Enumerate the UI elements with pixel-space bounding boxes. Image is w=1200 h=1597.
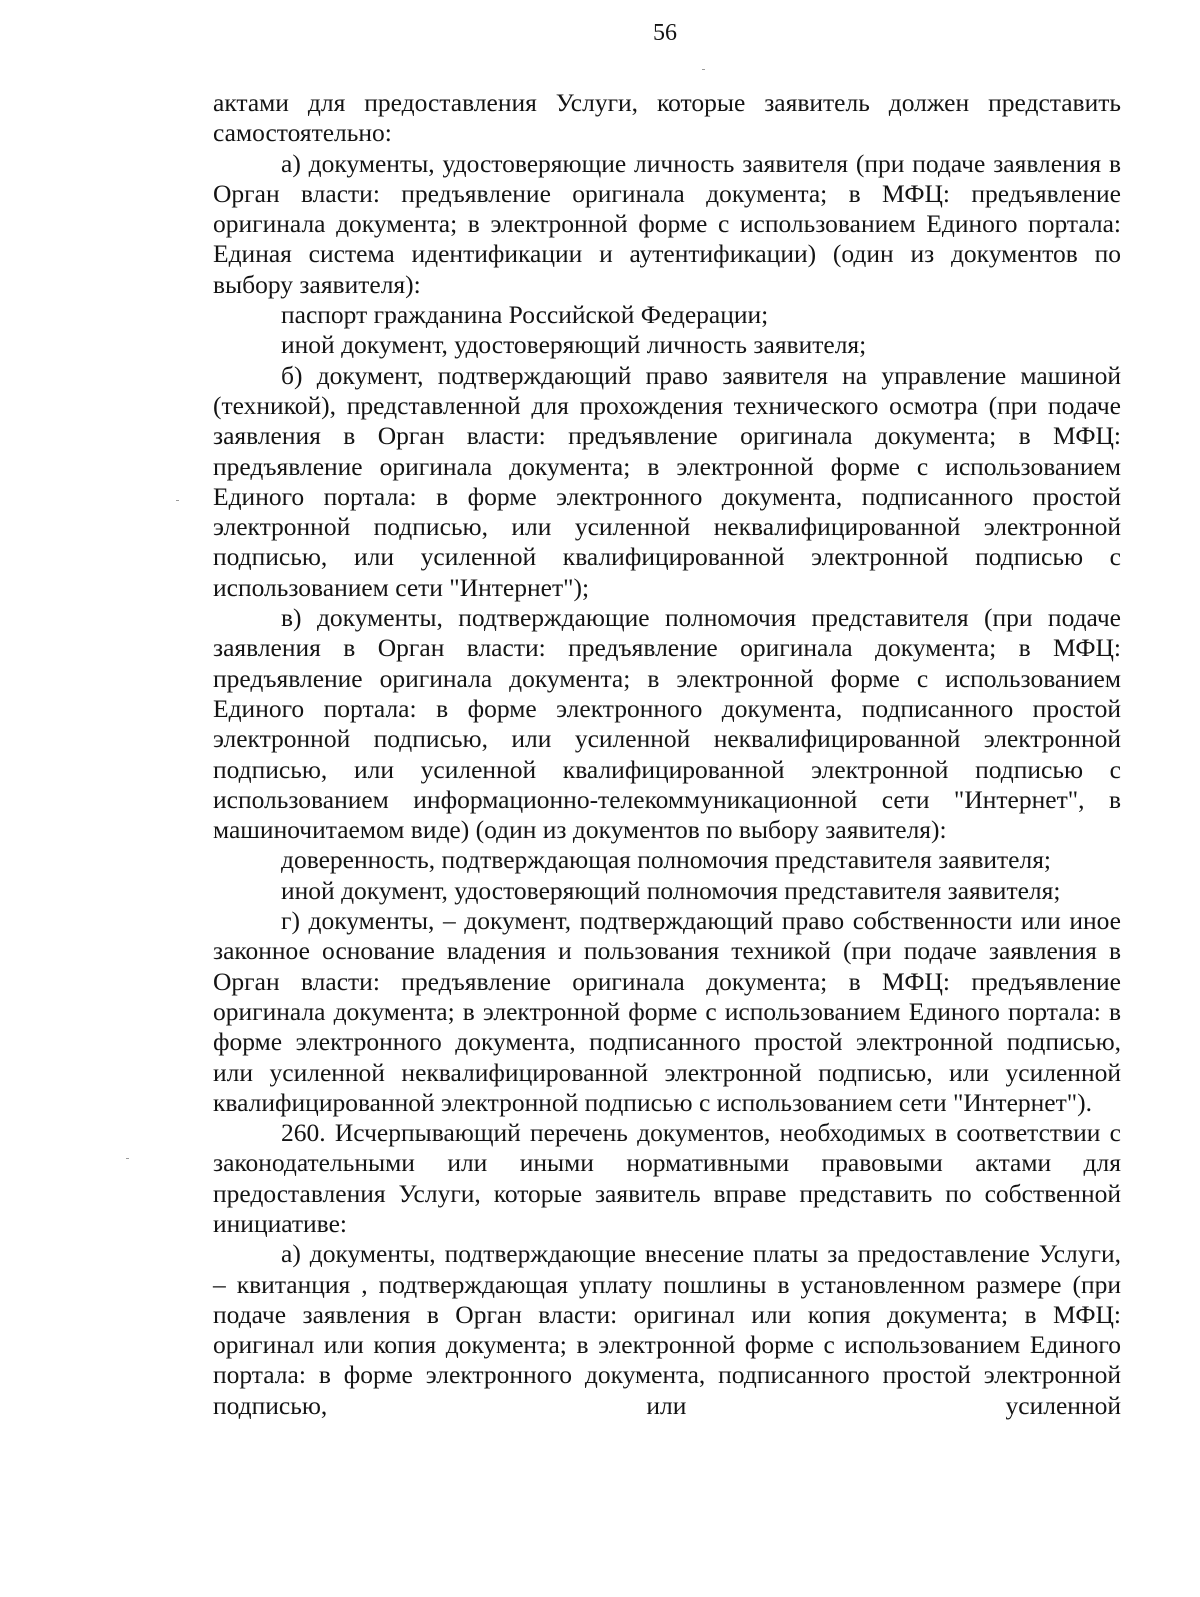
paragraph-260-optional-documents: 260. Исчерпывающий перечень документов, необходимых в соответствии с законодательными или иными нормативными правовыми актами для предоставления Услуги, которые заявитель вправе представить по собственной инициативе: <box>213 1118 1121 1238</box>
paragraph-item-g-ownership: г) документы, – документ, подтверждающий право собственности или иное законное основание владения и пользования техникой (при подаче заявления в Орган власти: предъявление оригинала документа; в МФЦ: предъявление оригинала документа; в электронной форме с использованием Единого портала: в форме электронного документа, подписанного простой электронной подписью, или усиленной неквалифицированной электронной подписью, или усиленной квалифицированной электронной подписью с использованием сети "Интернет"). <box>213 906 1121 1117</box>
scan-speck <box>126 1158 129 1159</box>
paragraph-power-of-attorney: доверенность, подтверждающая полномочия представителя заявителя; <box>281 845 1052 875</box>
document-body <box>213 88 1121 1421</box>
paragraph-continuation: актами для предоставления Услуги, которые заявитель должен представить самостоятельно: <box>213 88 1121 148</box>
scan-speck <box>176 500 179 501</box>
scan-speck <box>702 69 705 70</box>
paragraph-other-authority-document: иной документ, удостоверяющий полномочия представителя заявителя; <box>281 875 1061 905</box>
paragraph-item-b-driving-right: б) документ, подтверждающий право заявителя на управление машиной (техникой), представленной для прохождения технического осмотра (при подаче заявления в Орган власти: предъявление оригинала документа; в МФЦ: предъявление оригинала документа; в электронной форме с использованием Единого портала: в форме электронного документа, подписанного простой электронной подписью, или усиленной неквалифицированной электронной подписью, или усиленной квалифицированной электронной подписью с использованием сети "Интернет"); <box>213 360 1121 602</box>
paragraph-item-a-payment: а) документы, подтверждающие внесение платы за предоставление Услуги, – квитанция , подтверждающая уплату пошлины в установленном размере (при подаче заявления в Орган власти: оригинал или копия документа; в МФЦ: оригинал или копия документа; в электронной форме с использованием Единого портала: в форме электронного документа, подписанного простой электронной подписью, или усиленной <box>213 1239 1121 1420</box>
paragraph-item-v-representative-authority: в) документы, подтверждающие полномочия представителя (при подаче заявления в Орган власти: предъявление оригинала документа; в МФЦ: предъявление оригинала документа; в электронной форме с использованием Единого портала: в форме электронного документа, подписанного простой электронной подписью, или усиленной неквалифицированной электронной подписью, или усиленной квалифицированной электронной подписью с использованием информационно-телекоммуникационной сети "Интернет", в машиночитаемом виде) (один из документов по выбору заявителя): <box>213 603 1121 845</box>
paragraph-other-identity-document: иной документ, удостоверяющий личность заявителя; <box>281 330 867 360</box>
page-number: 56 <box>653 20 677 46</box>
paragraph-item-a-identity-documents: а) документы, удостоверяющие личность заявителя (при подаче заявления в Орган власти: предъявление оригинала документа; в МФЦ: предъявление оригинала документа; в электронной форме с использованием Единого портала: Единая система идентификации и аутентификации) (один из документов по выбору заявителя): <box>213 148 1121 299</box>
paragraph-passport: паспорт гражданина Российской Федерации; <box>281 300 769 330</box>
